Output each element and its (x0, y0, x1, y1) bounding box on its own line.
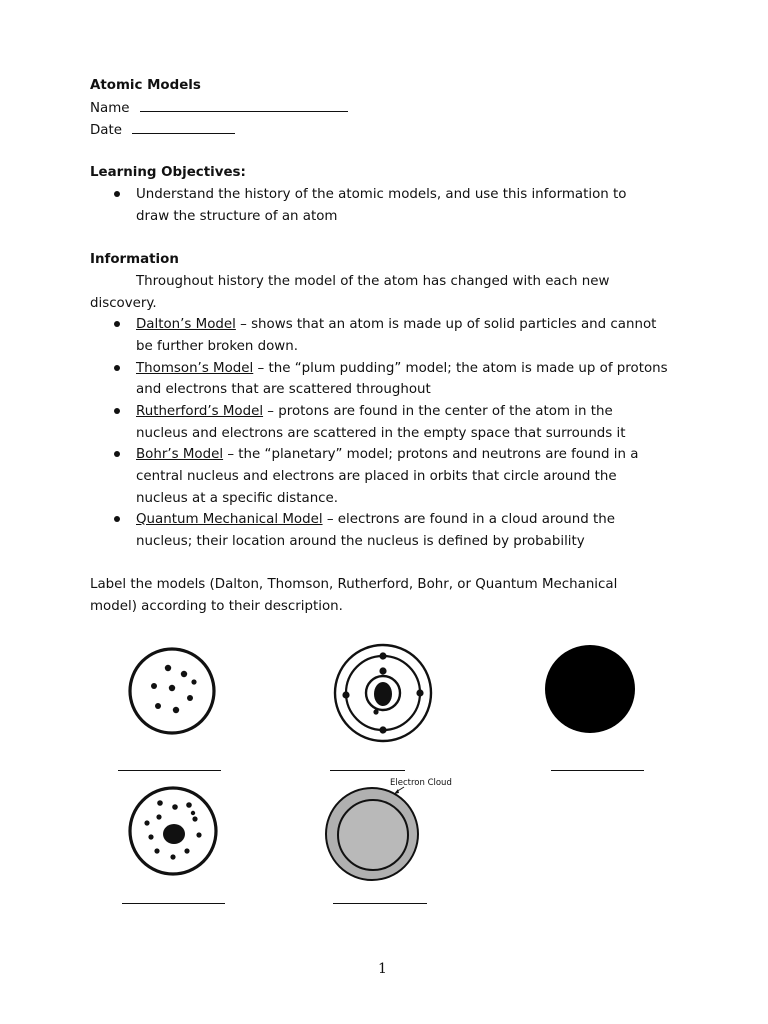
bullet-icon (114, 365, 122, 373)
model-description-line (136, 511, 615, 529)
model-description-line (136, 316, 656, 334)
answer-blank[interactable] (330, 770, 405, 771)
intro-line: Throughout history the model of the atom has changed with each new (136, 274, 610, 289)
name-row (90, 99, 348, 118)
model-description-line: be further broken down. (136, 339, 298, 354)
model-text: – the “plum pudding” model; the atom is made up of protons (253, 361, 668, 376)
atom-diagram-rutherford (127, 785, 219, 877)
information-heading: Information (90, 252, 179, 267)
date-label: Date (90, 123, 123, 138)
bullet-icon (114, 516, 122, 524)
model-name: Bohr’s Model (136, 447, 224, 462)
objective-line: Understand the history of the atomic models, and use this information to (136, 187, 627, 202)
model-text: – protons are found in the center of the atom in the (263, 404, 613, 419)
instruction-line: Label the models (Dalton, Thomson, Rutherford, Bohr, or Quantum Mechanical (90, 577, 618, 592)
objective-line: draw the structure of an atom (136, 209, 338, 224)
model-description-line (136, 403, 613, 421)
answer-blank[interactable] (118, 770, 221, 771)
objectives-heading: Learning Objectives: (90, 165, 246, 180)
model-description-line: nucleus at a specific distance. (136, 491, 339, 506)
model-text: – electrons are found in a cloud around the (322, 512, 616, 527)
model-description-line: central nucleus and electrons are placed in orbits that circle around the (136, 469, 617, 484)
name-label: Name (90, 101, 130, 116)
bullet-icon (114, 321, 122, 329)
atom-diagram-dalton-thomson (128, 646, 218, 736)
model-description-line (136, 360, 668, 378)
bullet-icon (114, 191, 122, 199)
model-description-line: and electrons that are scattered throughout (136, 382, 431, 397)
model-description-line (136, 446, 638, 464)
name-blank (140, 99, 348, 112)
page-number: 1 (378, 961, 387, 977)
intro-line: discovery. (90, 296, 157, 311)
model-name: Quantum Mechanical Model (136, 512, 323, 527)
instruction-line: model) according to their description. (90, 599, 343, 614)
model-text: – shows that an atom is made up of solid particles and cannot (235, 317, 657, 332)
answer-blank[interactable] (551, 770, 644, 771)
model-name: Thomson’s Model (136, 361, 254, 376)
electron-cloud-label: Electron Cloud (390, 778, 452, 788)
model-description-line: nucleus and electrons are scattered in the empty space that surrounds it (136, 426, 626, 441)
bullet-icon (114, 408, 122, 416)
date-row (90, 121, 235, 140)
page-title: Atomic Models (90, 78, 201, 93)
atom-diagram-solid-sphere (544, 644, 636, 734)
answer-blank[interactable] (333, 903, 427, 904)
model-name: Rutherford’s Model (136, 404, 264, 419)
model-name: Dalton’s Model (136, 317, 236, 332)
answer-blank[interactable] (122, 903, 225, 904)
date-blank (132, 121, 235, 134)
atom-diagram-quantum (322, 786, 422, 882)
bullet-icon (114, 451, 122, 459)
atom-diagram-bohr (329, 643, 437, 743)
model-description-line: nucleus; their location around the nucleus is defined by probability (136, 534, 585, 549)
model-text: – the “planetary” model; protons and neutrons are found in a (223, 447, 639, 462)
